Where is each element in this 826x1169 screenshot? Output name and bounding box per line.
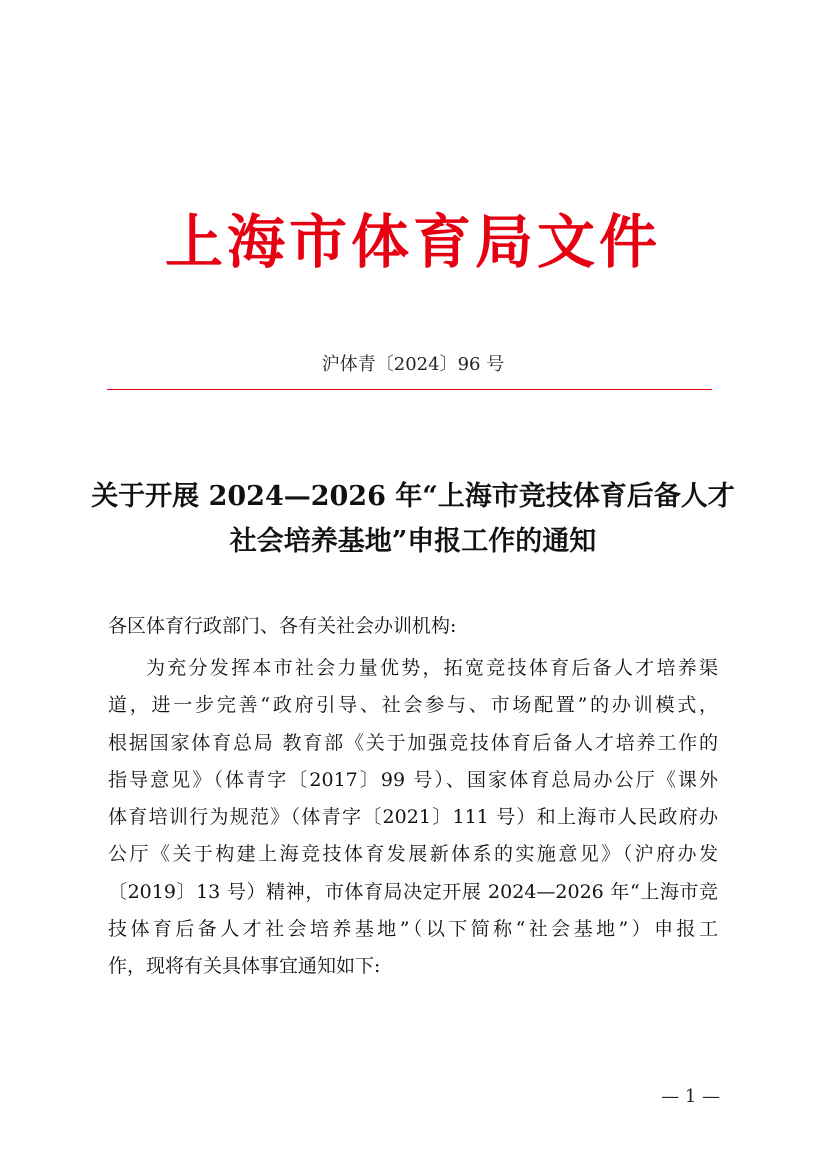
body-line: 作，现将有关具体事宜通知如下: xyxy=(108,955,381,978)
addressee: 各区体育行政部门、各有关社会办训机构: xyxy=(108,615,457,637)
notice-title-line-2: 社会培养基地”申报工作的通知 xyxy=(229,526,597,557)
body-line: 道，进一步完善“政府引导、社会参与、市场配置”的办训模式， xyxy=(108,694,718,717)
document-number: 沪体青〔2024〕96 号 xyxy=(321,354,505,375)
notice-title xyxy=(80,474,746,564)
body-line: 〔2019〕13 号）精神，市体育局决定开展 2024—2026 年“上海市竞 xyxy=(108,880,718,903)
body-line: 根据国家体育总局 教育部《关于加强竞技体育后备人才培养工作的 xyxy=(108,731,718,754)
body-paragraph xyxy=(108,650,718,986)
body-line: 公厅《关于构建上海竞技体育发展新体系的实施意见》（沪府办发 xyxy=(108,843,718,866)
red-separator-line xyxy=(107,389,712,390)
body-line: 技体育后备人才社会培养基地”（以下简称“社会基地”）申报工 xyxy=(108,918,718,941)
body-line: 为充分发挥本市社会力量优势，拓宽竞技体育后备人才培养渠 xyxy=(146,657,718,679)
notice-title-line-1: 关于开展 2024—2026 年“上海市竞技体育后备人才 xyxy=(91,481,735,512)
document-header-title: 上海市体育局文件 xyxy=(164,208,661,276)
body-line: 指导意见》（体青字〔2017〕99 号）、国家体育总局办公厅《课外 xyxy=(108,768,718,791)
page-number: — 1 — xyxy=(661,1086,720,1107)
body-line: 体育培训行为规范》（体青字〔2021〕111 号）和上海市人民政府办 xyxy=(108,806,718,829)
